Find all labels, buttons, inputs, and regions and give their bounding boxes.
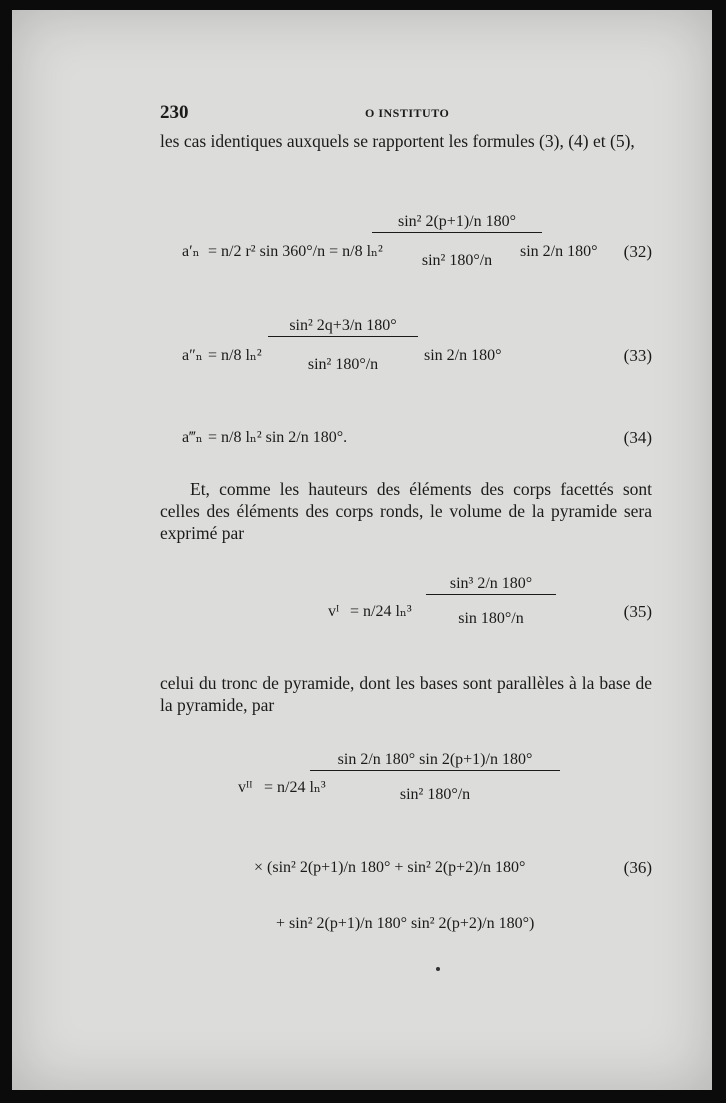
equation-33-tail: sin 2/n 180° bbox=[424, 347, 502, 364]
equation-33-number: (33) bbox=[623, 346, 652, 365]
equation-35-number: (35) bbox=[623, 602, 652, 621]
equation-32-numerator: sin² 2(p+1)/n 180° bbox=[398, 213, 516, 230]
equation-34-lhs: a‴ₙ bbox=[182, 429, 203, 446]
equation-33-denominator: sin² 180°/n bbox=[307, 356, 379, 373]
paragraph-intro: les cas identiques auxquels se rapportent les formules (3), (4) et (5), bbox=[160, 131, 635, 151]
running-title: O INSTITUTO bbox=[365, 106, 450, 120]
equation-33 bbox=[160, 310, 652, 402]
equation-32-fraction bbox=[372, 212, 542, 271]
equation-35 bbox=[160, 570, 652, 654]
equation-35-lhs: vᴵ bbox=[328, 603, 340, 620]
ink-dot bbox=[436, 967, 440, 971]
equation-36-denominator: sin² 180°/n bbox=[399, 786, 471, 803]
page-number: 230 bbox=[160, 102, 189, 123]
fraction-bar bbox=[310, 770, 560, 771]
equation-36 bbox=[160, 746, 652, 956]
equation-33-part1: = n/8 lₙ² bbox=[208, 347, 262, 364]
equation-36-numerator: sin 2/n 180° sin 2(p+1)/n 180° bbox=[337, 751, 533, 768]
equation-32 bbox=[160, 206, 652, 298]
fraction-bar bbox=[268, 336, 418, 337]
equation-33-numerator: sin² 2q+3/n 180° bbox=[289, 317, 397, 334]
equation-35-denominator: sin 180°/n bbox=[458, 610, 524, 627]
equation-35-numerator: sin³ 2/n 180° bbox=[449, 575, 533, 592]
equation-34-number: (34) bbox=[623, 428, 652, 447]
equation-32-number: (32) bbox=[623, 242, 652, 261]
equation-36-line3: + sin² 2(p+1)/n 180° sin² 2(p+2)/n 180°) bbox=[276, 915, 535, 932]
equation-33-lhs: a″ₙ bbox=[182, 347, 203, 364]
equation-35-fraction bbox=[426, 574, 556, 629]
equation-35-part1: = n/24 lₙ³ bbox=[350, 603, 412, 620]
equation-32-lhs: a′ₙ bbox=[182, 243, 200, 260]
fraction-bar bbox=[372, 232, 542, 233]
equation-34-body: = n/8 lₙ² sin 2/n 180°. bbox=[208, 429, 348, 446]
equation-32-tail: sin 2/n 180° bbox=[520, 243, 598, 260]
equation-32-part1: = n/2 r² sin 360°/n = n/8 lₙ² bbox=[208, 243, 383, 260]
equation-36-part1: = n/24 lₙ³ bbox=[264, 779, 326, 796]
equation-36-fraction bbox=[310, 750, 560, 805]
fraction-bar bbox=[426, 594, 556, 595]
equation-36-line2: × (sin² 2(p+1)/n 180° + sin² 2(p+2)/n 180° bbox=[254, 859, 526, 876]
equation-36-lhs: vᴵᴵ bbox=[238, 779, 253, 796]
book-page bbox=[12, 10, 712, 1090]
equation-32-denominator: sin² 180°/n bbox=[421, 252, 493, 269]
paragraph-volume-pyramid: Et, comme les hauteurs des éléments des corps facettés sont celles des éléments des corps ronds, le volume de la pyramide sera exprimé par bbox=[160, 479, 652, 543]
page-header bbox=[160, 102, 660, 126]
equation-33-fraction bbox=[268, 316, 418, 375]
equation-34 bbox=[160, 420, 652, 456]
paragraph-truncated-pyramid: celui du tronc de pyramide, dont les bases sont parallèles à la base de la pyramide, par bbox=[160, 673, 652, 715]
equation-36-number: (36) bbox=[623, 858, 652, 877]
